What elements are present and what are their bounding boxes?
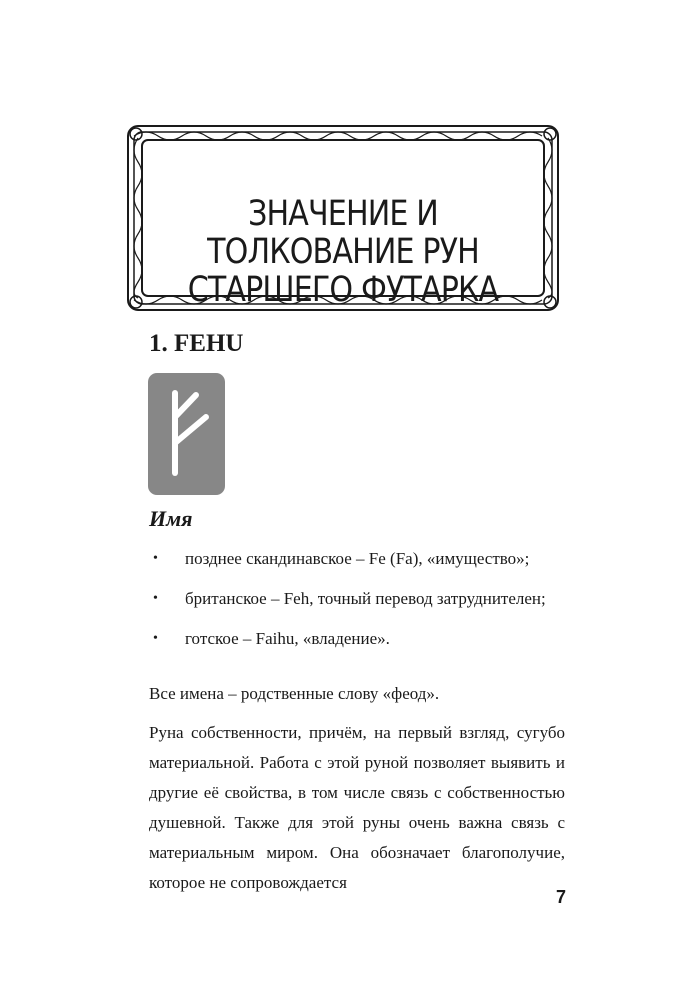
paragraph-rune-description: Руна собственности, причём, на первый взгляд, сугубо материальной. Работа с этой руной позволяет выявить и другие её свойства, в том числе связь с собственностью душевной. Также для этой руны очень важна связь с материальным миром. Она обозначает благополучие, которое не сопровождается bbox=[149, 723, 565, 892]
fehu-rune-icon bbox=[148, 373, 225, 495]
bullet-icon: • bbox=[153, 551, 158, 566]
page-number: 7 bbox=[556, 887, 567, 907]
list-item: • готское – Faihu, «владение». bbox=[149, 624, 565, 654]
paragraph-names-origin: Все имена – родственные слову «феод». bbox=[149, 684, 440, 703]
celtic-knot-frame bbox=[126, 124, 560, 312]
bullet-icon: • bbox=[153, 591, 158, 606]
name-subheading: Имя bbox=[149, 506, 193, 531]
fehu-rune-tile bbox=[148, 373, 225, 495]
chapter-title bbox=[156, 195, 529, 309]
bullet-icon: • bbox=[153, 631, 158, 646]
chapter-title-line-2: ТОЛКОВАНИЕ РУН bbox=[207, 232, 479, 273]
list-item: • позднее скандинавское – Fe (Fa), «имущество»; bbox=[149, 544, 565, 574]
chapter-title-line-1: ЗНАЧЕНИЕ И bbox=[248, 194, 438, 235]
list-item: • британское – Feh, точный перевод затруднителен; bbox=[149, 584, 565, 614]
chapter-title-line-3: СТАРШЕГО ФУТАРКА bbox=[187, 270, 499, 311]
rune-section-title: 1. FEHU bbox=[149, 330, 244, 357]
names-list bbox=[149, 544, 565, 664]
